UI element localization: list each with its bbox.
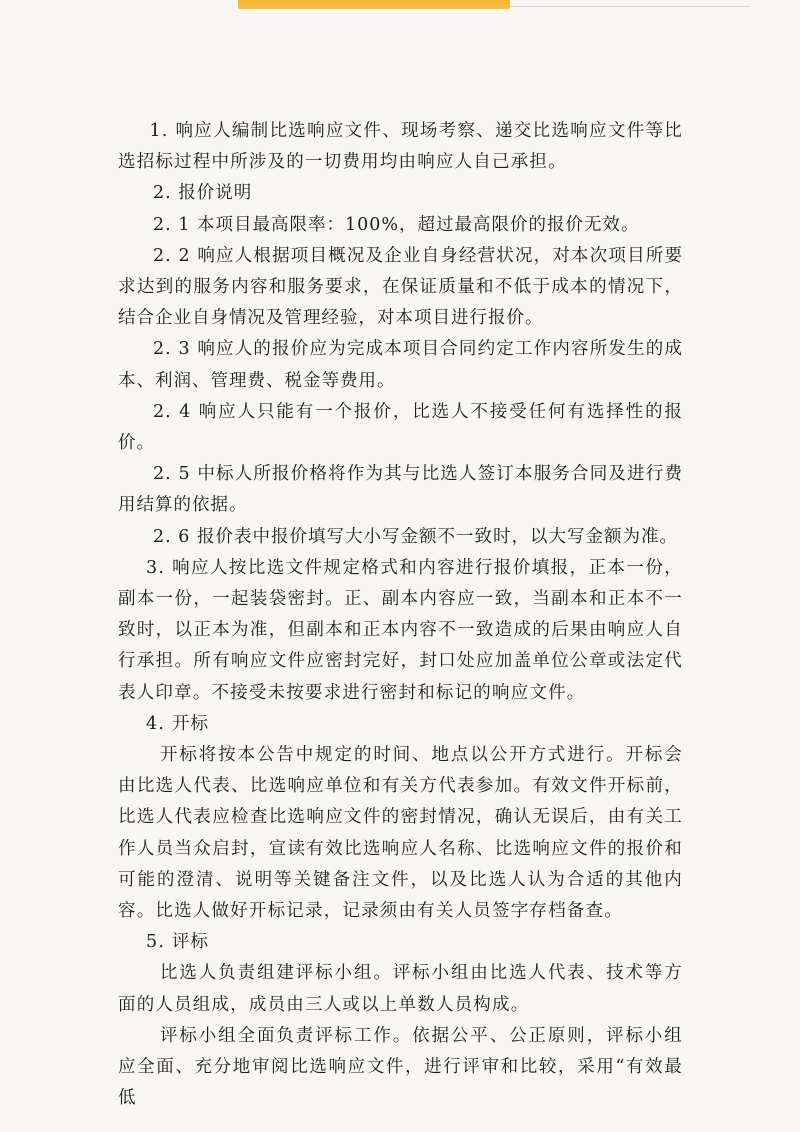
paragraph-1-costs: 1. 响应人编制比选响应文件、现场考察、递交比选响应文件等比选招标过程中所涉及的一切费用均由响应人自己承担。 (118, 121, 683, 173)
paragraph-2-5-settlement: 2. 5 中标人所报价格将作为其与比选人签订本服务合同及进行费用结算的依据。 (118, 464, 683, 516)
paragraph-2-2-quote-basis: 2. 2 响应人根据项目概况及企业自身经营状况，对本次项目所要求达到的服务内容和服务要求，在保证质量和不低于成本的情况下，结合企业自身情况及管理经验，对本项目进行报价。 (118, 245, 683, 329)
paragraph-3-sealing: 3. 响应人按比选文件规定格式和内容进行报价填报，正本一份，副本一份，一起装袋密封。正、副本内容应一致，当副本和正本不一致时，以正本为准，但副本和正本内容不一致造成的后果由响应人自行承担。所有响应文件应密封完好，封口处应加盖单位公章或法定代表人印章。不接受未按要求进行密封和标记的响应文件。 (118, 557, 683, 703)
heading-2-pricing: 2. 报价说明 (153, 183, 253, 204)
paragraph-2-6-amount-rule: 2. 6 报价表中报价填写大小写金额不一致时，以大写金额为准。 (153, 526, 678, 547)
page-top-edge (510, 6, 750, 7)
heading-4-bid-opening: 4. 开标 (146, 713, 210, 734)
paragraph-4-bid-opening-body: 开标将按本公告中规定的时间、地点以公开方式进行。开标会由比选人代表、比选响应单位和有关方代表参加。有效文件开标前，比选人代表应检查比选响应文件的密封情况，确认无误后，由有关工作人员当众启封，宣读有效比选响应人名称、比选响应文件的报价和可能的澄清、说明等关键备注文件，以及比选人认为合适的其他内容。比选人做好开标记录，记录须由有关人员签字存档备查。 (118, 745, 683, 922)
heading-5-evaluation: 5. 评标 (146, 932, 210, 953)
paragraph-2-3-quote-scope: 2. 3 响应人的报价应为完成本项目合同约定工作内容所发生的成本、利润、管理费、税金等费用。 (118, 339, 683, 391)
yellow-binding-tab (238, 0, 510, 9)
paragraph-2-4-single-quote: 2. 4 响应人只能有一个报价，比选人不接受任何有选择性的报价。 (118, 401, 683, 454)
document-body (118, 116, 683, 1115)
paragraph-5-evaluation-panel: 比选人负责组建评标小组。评标小组由比选人代表、技术等方面的人员组成，成员由三人或以上单数人员构成。 (118, 963, 683, 1015)
paragraph-5-evaluation-work: 评标小组全面负责评标工作。依据公平、公正原则，评标小组应全面、充分地审阅比选响应文件，进行评审和比较，采用“有效最低 (118, 1025, 683, 1109)
paragraph-2-1-limit: 2. 1 本项目最高限率：100%，超过最高限价的报价无效。 (153, 214, 640, 235)
